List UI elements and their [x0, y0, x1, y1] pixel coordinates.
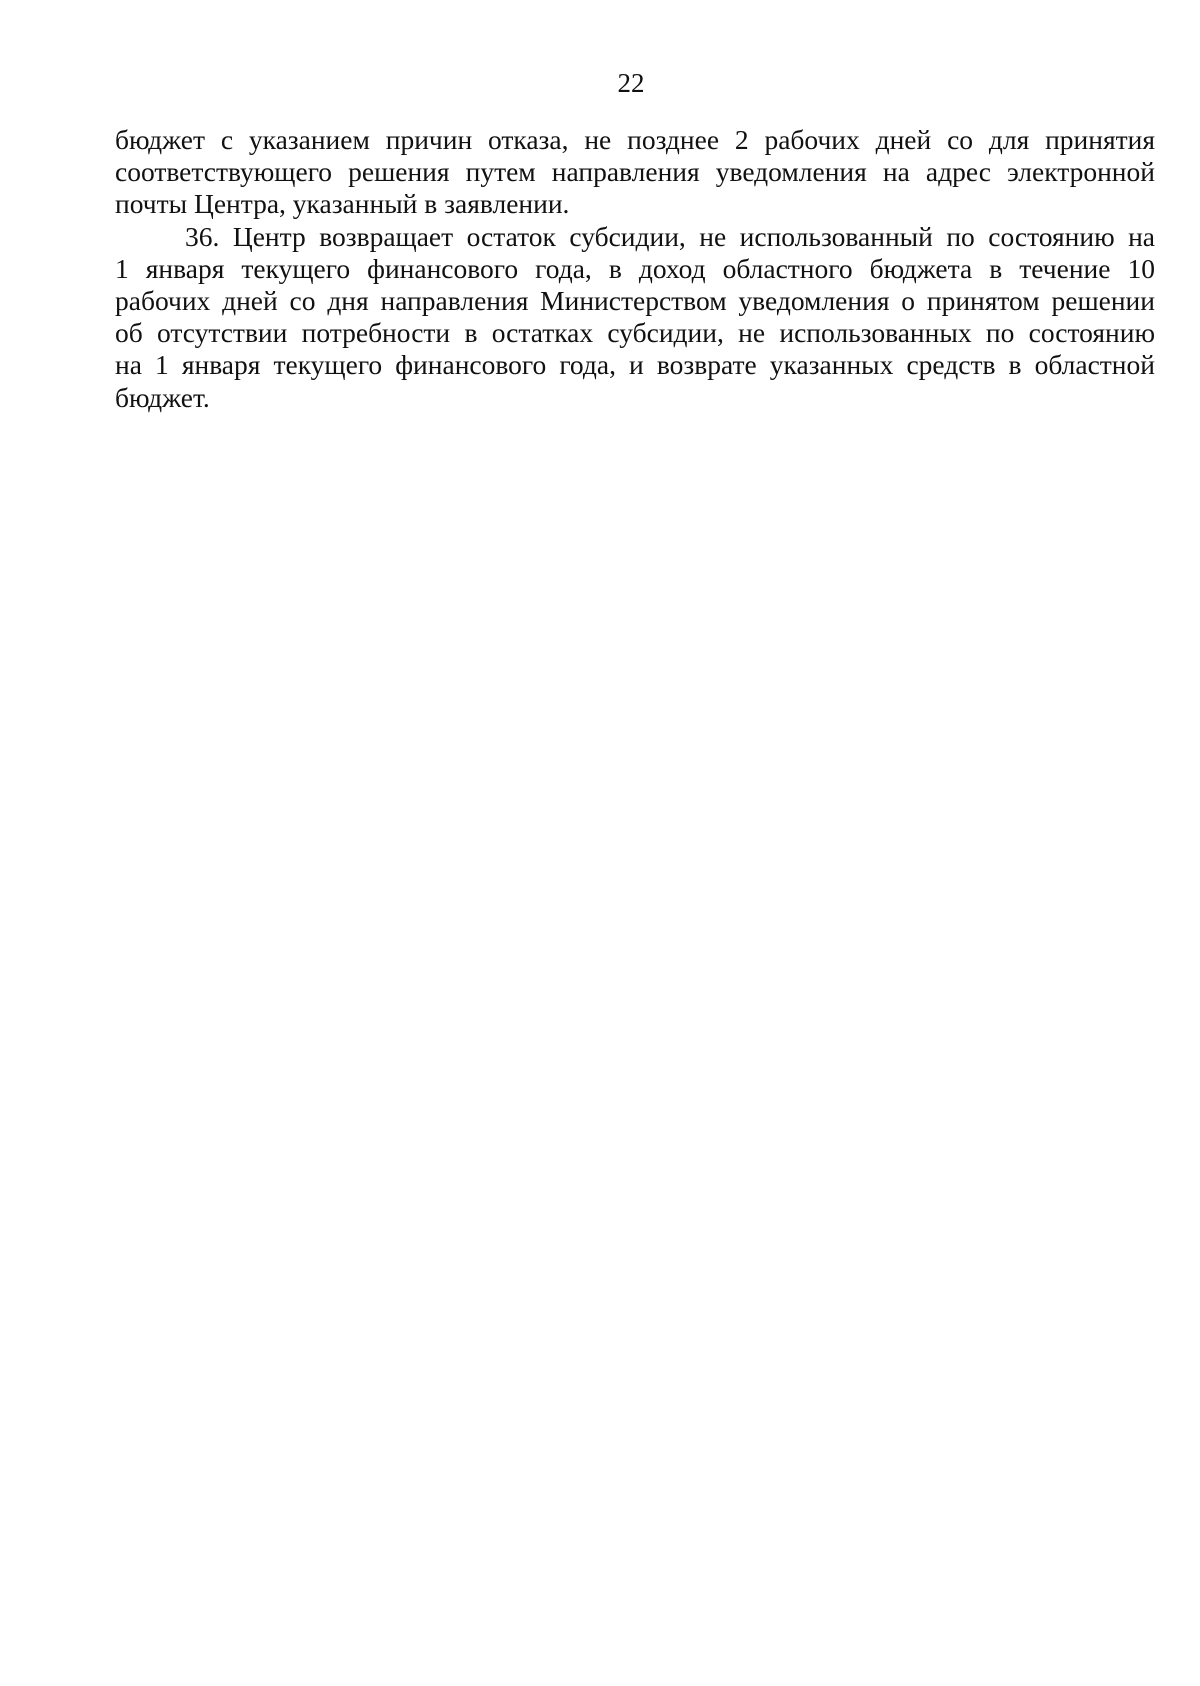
- paragraph-line: 1 января текущего финансового года, в доход областного бюджета в течение 10: [115, 252, 1155, 284]
- paragraph-line: на 1 января текущего финансового года, и возврате указанных средств в областной: [115, 349, 1155, 381]
- paragraph-line: бюджет.: [115, 381, 210, 413]
- page-number: 22: [617, 68, 645, 98]
- paragraph-line: об отсутствии потребности в остатках субсидии, не использованных по состоянию: [115, 317, 1155, 349]
- paragraph-line: рабочих дней со дня направления Министерством уведомления о принятом решении: [115, 284, 1155, 316]
- paragraph-line: почты Центра, указанный в заявлении.: [115, 188, 570, 220]
- paragraph-2: [115, 221, 1155, 414]
- document-body: [115, 124, 1155, 414]
- paragraph-line: соответствующего решения путем направления уведомления на адрес электронной: [115, 156, 1155, 188]
- paragraph-line: бюджет с указанием причин отказа, не позднее 2 рабочих дней со для принятия: [115, 124, 1155, 155]
- paragraph-1: [115, 124, 1155, 221]
- paragraph-line: 36. Центр возвращает остаток субсидии, не использованный по состоянию на: [185, 220, 1155, 252]
